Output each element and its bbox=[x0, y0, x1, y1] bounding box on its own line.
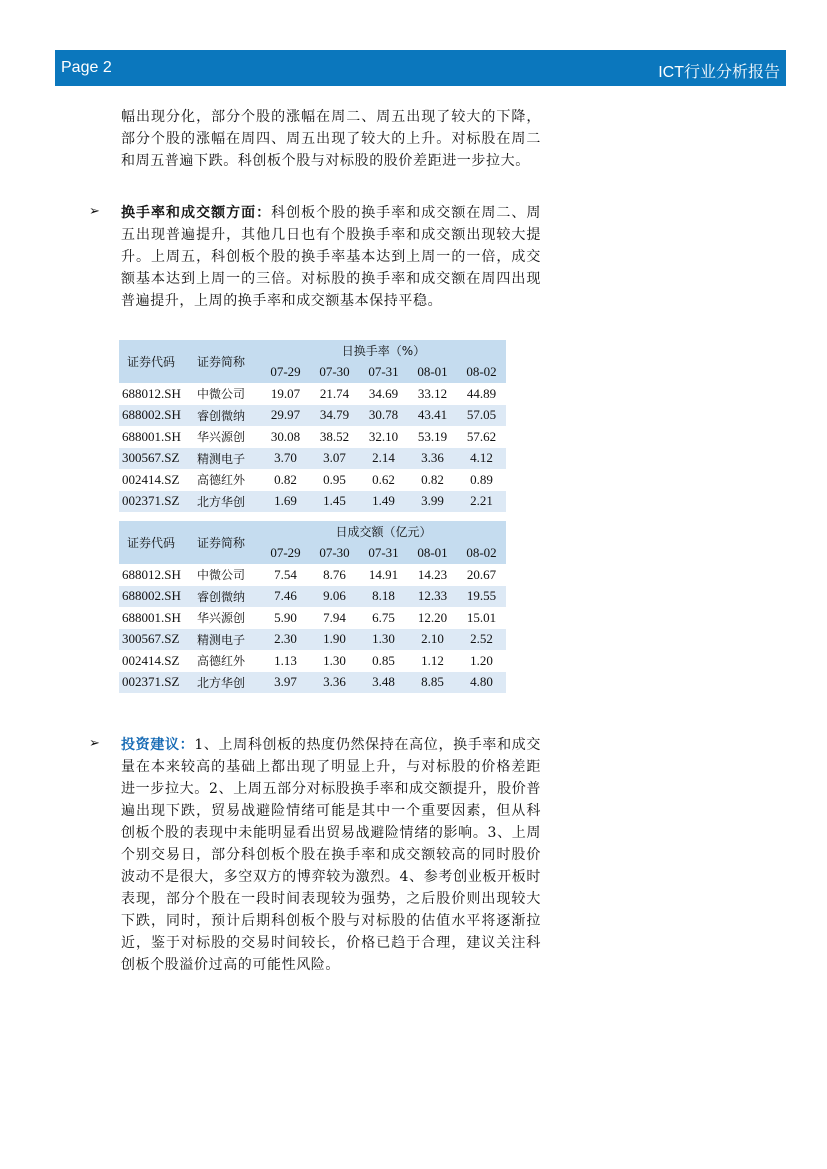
table-row bbox=[119, 564, 506, 586]
security-name-cell: 精测电子 bbox=[197, 629, 261, 651]
table-row bbox=[119, 448, 506, 470]
turnover-body: 科创板个股的换手率和成交额在周二、周五出现普遍提升，其他几日也有个股换手率和成交额出现较大提升。上周五，科创板个股的换手率基本达到上周一的一倍，成交额基本达到上周一的三倍。对标股的换手率和成交额在周四出现普遍提升，上周的换手率和成交额基本保持平稳。 bbox=[121, 205, 541, 309]
security-name-cell: 中微公司 bbox=[197, 383, 261, 405]
value-cell: 15.01 bbox=[457, 607, 506, 629]
column-header-code: 证券代码 bbox=[119, 521, 197, 564]
security-code-cell: 002414.SZ bbox=[119, 469, 197, 491]
security-code-cell: 688012.SH bbox=[119, 383, 197, 405]
security-name-cell: 睿创微纳 bbox=[197, 586, 261, 608]
value-cell: 53.19 bbox=[408, 426, 457, 448]
page-header-bar bbox=[55, 50, 786, 86]
value-cell: 2.30 bbox=[261, 629, 310, 651]
table-row bbox=[119, 469, 506, 491]
value-cell: 43.41 bbox=[408, 405, 457, 427]
value-cell: 6.75 bbox=[359, 607, 408, 629]
table-row bbox=[119, 491, 506, 513]
date-header: 07-31 bbox=[359, 362, 408, 384]
volume-table-body bbox=[119, 564, 506, 693]
table-row bbox=[119, 405, 506, 427]
turnover-heading: 换手率和成交额方面： bbox=[121, 205, 272, 221]
value-cell: 0.82 bbox=[408, 469, 457, 491]
value-cell: 3.70 bbox=[261, 448, 310, 470]
value-cell: 7.54 bbox=[261, 564, 310, 586]
value-cell: 4.12 bbox=[457, 448, 506, 470]
value-cell: 9.06 bbox=[310, 586, 359, 608]
security-code-cell: 688002.SH bbox=[119, 405, 197, 427]
value-cell: 1.49 bbox=[359, 491, 408, 513]
value-cell: 1.90 bbox=[310, 629, 359, 651]
trading-volume-table bbox=[119, 521, 506, 693]
value-cell: 2.10 bbox=[408, 629, 457, 651]
value-cell: 1.13 bbox=[261, 650, 310, 672]
security-code-cell: 688012.SH bbox=[119, 564, 197, 586]
advice-body: 1、上周科创板的热度仍然保持在高位，换手率和成交量在本来较高的基础上都出现了明显上升，与对标股的价格差距进一步拉大。2、上周五部分对标股换手率和成交额提升，股价普遍出现下跌，贸易战避险情绪可能是其中一个重要因素，但从科创板个股的表现中未能明显看出贸易战避险情绪的影响。3、上周个别交易日，部分科创板个股在换手率和成交额较高的同时股价波动不是很大，多空双方的博弈较为激烈。4、参考创业板开板时表现，部分个股在一段时间表现较为强势，之后股价则出现较大下跌，同时，预计后期科创板个股与对标股的估值水平将逐渐拉近，鉴于对标股的交易时间较长，价格已趋于合理，建议关注科创板个股溢价过高的可能性风险。 bbox=[121, 737, 542, 973]
value-cell: 1.30 bbox=[359, 629, 408, 651]
value-cell: 29.97 bbox=[261, 405, 310, 427]
value-cell: 1.45 bbox=[310, 491, 359, 513]
value-cell: 0.82 bbox=[261, 469, 310, 491]
table-row bbox=[119, 383, 506, 405]
value-cell: 5.90 bbox=[261, 607, 310, 629]
value-cell: 7.94 bbox=[310, 607, 359, 629]
date-header: 08-02 bbox=[457, 362, 506, 384]
value-cell: 2.14 bbox=[359, 448, 408, 470]
turnover-table-body bbox=[119, 383, 506, 512]
value-cell: 33.12 bbox=[408, 383, 457, 405]
value-cell: 30.78 bbox=[359, 405, 408, 427]
value-cell: 14.91 bbox=[359, 564, 408, 586]
value-cell: 2.52 bbox=[457, 629, 506, 651]
turnover-rate-table bbox=[119, 340, 506, 512]
value-cell: 1.12 bbox=[408, 650, 457, 672]
metric-title: 日换手率（%） bbox=[261, 340, 506, 362]
value-cell: 1.20 bbox=[457, 650, 506, 672]
value-cell: 38.52 bbox=[310, 426, 359, 448]
date-header: 08-02 bbox=[457, 543, 506, 565]
advice-heading: 投资建议： bbox=[121, 737, 195, 753]
column-header-code: 证券代码 bbox=[119, 340, 197, 383]
date-header: 07-29 bbox=[261, 543, 310, 565]
security-code-cell: 002371.SZ bbox=[119, 491, 197, 513]
page-number: Page 2 bbox=[61, 59, 112, 76]
value-cell: 57.62 bbox=[457, 426, 506, 448]
value-cell: 8.76 bbox=[310, 564, 359, 586]
security-name-cell: 精测电子 bbox=[197, 448, 261, 470]
security-name-cell: 高德红外 bbox=[197, 650, 261, 672]
value-cell: 3.07 bbox=[310, 448, 359, 470]
table-row bbox=[119, 586, 506, 608]
value-cell: 34.69 bbox=[359, 383, 408, 405]
security-name-cell: 睿创微纳 bbox=[197, 405, 261, 427]
security-code-cell: 002371.SZ bbox=[119, 672, 197, 694]
table-row bbox=[119, 672, 506, 694]
value-cell: 2.21 bbox=[457, 491, 506, 513]
report-title: ICT行业分析报告 bbox=[658, 64, 780, 81]
intro-paragraph: 幅出现分化，部分个股的涨幅在周二、周五出现了较大的下降，部分个股的涨幅在周四、周五出现了较大的上升。对标股在周二和周五普遍下跌。科创板个股与对标股的股价差距进一步拉大。 bbox=[121, 109, 541, 169]
date-header: 07-31 bbox=[359, 543, 408, 565]
value-cell: 8.85 bbox=[408, 672, 457, 694]
date-header: 07-29 bbox=[261, 362, 310, 384]
value-cell: 3.36 bbox=[408, 448, 457, 470]
security-code-cell: 688001.SH bbox=[119, 607, 197, 629]
value-cell: 8.18 bbox=[359, 586, 408, 608]
bullet-arrow-icon: ➢ bbox=[89, 736, 100, 751]
value-cell: 3.99 bbox=[408, 491, 457, 513]
security-name-cell: 北方华创 bbox=[197, 672, 261, 694]
value-cell: 4.80 bbox=[457, 672, 506, 694]
value-cell: 19.07 bbox=[261, 383, 310, 405]
column-header-name: 证券简称 bbox=[197, 340, 261, 383]
value-cell: 30.08 bbox=[261, 426, 310, 448]
security-code-cell: 688001.SH bbox=[119, 426, 197, 448]
value-cell: 0.85 bbox=[359, 650, 408, 672]
value-cell: 12.20 bbox=[408, 607, 457, 629]
value-cell: 32.10 bbox=[359, 426, 408, 448]
value-cell: 57.05 bbox=[457, 405, 506, 427]
security-name-cell: 中微公司 bbox=[197, 564, 261, 586]
date-header: 07-30 bbox=[310, 362, 359, 384]
table-row bbox=[119, 629, 506, 651]
value-cell: 0.62 bbox=[359, 469, 408, 491]
turnover-section bbox=[121, 202, 541, 312]
table-row bbox=[119, 426, 506, 448]
security-name-cell: 高德红外 bbox=[197, 469, 261, 491]
table-row bbox=[119, 650, 506, 672]
security-code-cell: 688002.SH bbox=[119, 586, 197, 608]
date-header: 08-01 bbox=[408, 362, 457, 384]
value-cell: 1.30 bbox=[310, 650, 359, 672]
security-code-cell: 002414.SZ bbox=[119, 650, 197, 672]
value-cell: 7.46 bbox=[261, 586, 310, 608]
table-row bbox=[119, 607, 506, 629]
value-cell: 3.97 bbox=[261, 672, 310, 694]
value-cell: 34.79 bbox=[310, 405, 359, 427]
date-header: 08-01 bbox=[408, 543, 457, 565]
value-cell: 3.48 bbox=[359, 672, 408, 694]
value-cell: 3.36 bbox=[310, 672, 359, 694]
value-cell: 14.23 bbox=[408, 564, 457, 586]
value-cell: 21.74 bbox=[310, 383, 359, 405]
bullet-arrow-icon: ➢ bbox=[89, 204, 100, 219]
value-cell: 44.89 bbox=[457, 383, 506, 405]
value-cell: 1.69 bbox=[261, 491, 310, 513]
value-cell: 0.89 bbox=[457, 469, 506, 491]
metric-title: 日成交额（亿元） bbox=[261, 521, 506, 543]
value-cell: 20.67 bbox=[457, 564, 506, 586]
value-cell: 0.95 bbox=[310, 469, 359, 491]
security-code-cell: 300567.SZ bbox=[119, 629, 197, 651]
security-name-cell: 华兴源创 bbox=[197, 426, 261, 448]
security-code-cell: 300567.SZ bbox=[119, 448, 197, 470]
date-header: 07-30 bbox=[310, 543, 359, 565]
security-name-cell: 华兴源创 bbox=[197, 607, 261, 629]
advice-section bbox=[121, 734, 541, 976]
security-name-cell: 北方华创 bbox=[197, 491, 261, 513]
column-header-name: 证券简称 bbox=[197, 521, 261, 564]
value-cell: 12.33 bbox=[408, 586, 457, 608]
value-cell: 19.55 bbox=[457, 586, 506, 608]
